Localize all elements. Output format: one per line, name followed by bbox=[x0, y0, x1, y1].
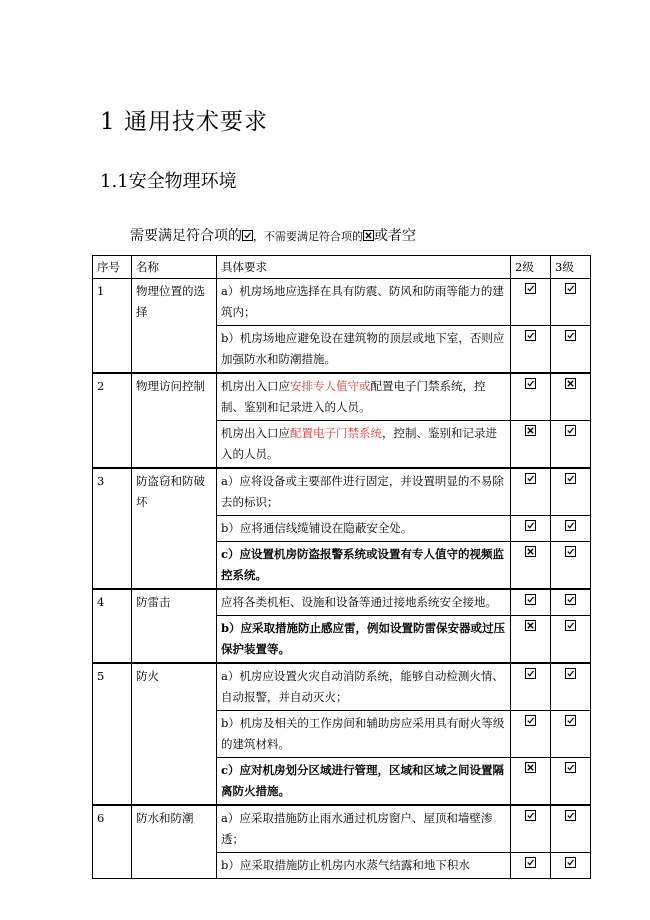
requirement-text: a）机房场地应选择在具有防震、防风和防雨等能力的建筑内； bbox=[221, 284, 504, 319]
table-header-row bbox=[93, 256, 591, 279]
table-row bbox=[93, 279, 591, 326]
checked-box-icon bbox=[525, 668, 536, 679]
requirement-text: b）应采取措施防止机房内水蒸气结露和地下积水 bbox=[221, 858, 470, 872]
requirement-text: 配置电子门禁系统，控制、鉴别和记录进入的人员。 bbox=[221, 379, 486, 414]
cell-requirement bbox=[217, 468, 511, 516]
header-level3: 3级 bbox=[551, 256, 591, 279]
cell-name: 防雷击 bbox=[132, 589, 217, 663]
cell-level2 bbox=[511, 711, 551, 758]
subsection-heading: 1.1安全物理环境 bbox=[100, 171, 237, 192]
legend-suffix: 或者空 bbox=[374, 228, 416, 244]
cell-requirement bbox=[217, 589, 511, 616]
checked-box-icon bbox=[565, 668, 576, 679]
cell-no: 4 bbox=[93, 589, 132, 663]
cell-requirement bbox=[217, 516, 511, 542]
header-name: 名称 bbox=[132, 256, 217, 279]
cell-level3 bbox=[551, 279, 591, 326]
cell-requirement bbox=[217, 663, 511, 711]
cell-level2 bbox=[511, 326, 551, 374]
checked-box-icon bbox=[525, 330, 536, 341]
cell-level2 bbox=[511, 853, 551, 879]
requirement-text: a）应将设备或主要部件进行固定，并设置明显的不易除去的标识； bbox=[221, 474, 504, 509]
header-no: 序号 bbox=[93, 256, 132, 279]
cell-level3 bbox=[551, 711, 591, 758]
cell-level3 bbox=[551, 542, 591, 590]
requirement-text: 机房出入口应 bbox=[221, 379, 290, 393]
cell-level3 bbox=[551, 373, 591, 421]
cell-requirement bbox=[217, 542, 511, 590]
checked-box-icon bbox=[565, 810, 576, 821]
cell-requirement bbox=[217, 758, 511, 806]
cell-level2 bbox=[511, 758, 551, 806]
x-box-icon bbox=[525, 762, 536, 773]
cell-requirement bbox=[217, 421, 511, 469]
requirement-text: c）应设置机房防盗报警系统或设置有专人值守的视频监控系统。 bbox=[221, 547, 504, 582]
checked-box-icon bbox=[565, 762, 576, 773]
highlight-text: 安排专人值守或 bbox=[290, 379, 371, 393]
table-row bbox=[93, 373, 591, 421]
cell-name: 防盗窃和防破坏 bbox=[132, 468, 217, 589]
checked-box-icon bbox=[565, 715, 576, 726]
requirement-text: b）机房及相关的工作房间和辅助房应采用具有耐火等级的建筑材料。 bbox=[221, 716, 505, 751]
cell-level2 bbox=[511, 373, 551, 421]
cell-level2 bbox=[511, 542, 551, 590]
cell-level2 bbox=[511, 616, 551, 664]
checked-box-icon bbox=[525, 857, 536, 868]
x-box-icon bbox=[525, 620, 536, 631]
cell-level2 bbox=[511, 468, 551, 516]
checked-box-icon bbox=[525, 715, 536, 726]
checked-box-icon bbox=[525, 520, 536, 531]
checked-box-icon bbox=[565, 546, 576, 557]
requirements-table bbox=[92, 255, 591, 879]
checked-box-icon bbox=[565, 520, 576, 531]
cell-level3 bbox=[551, 805, 591, 853]
requirement-text: 机房出入口应 bbox=[221, 426, 290, 440]
checked-box-icon bbox=[525, 473, 536, 484]
legend-note bbox=[130, 225, 416, 245]
cell-requirement bbox=[217, 853, 511, 879]
checked-box-icon bbox=[565, 425, 576, 436]
checked-box-icon bbox=[525, 810, 536, 821]
x-box-icon bbox=[363, 230, 374, 241]
cell-name: 物理访问控制 bbox=[132, 373, 217, 468]
requirement-text: ，控制、鉴别和记录进入的人员。 bbox=[221, 426, 497, 461]
requirement-text: 应将各类机柜、设施和设备等通过接地系统安全接地。 bbox=[221, 595, 497, 609]
requirement-text: b）应采取措施防止感应雷，例如设置防雷保安器或过压保护装置等。 bbox=[221, 621, 506, 656]
cell-level2 bbox=[511, 805, 551, 853]
cell-requirement bbox=[217, 326, 511, 374]
x-box-icon bbox=[565, 378, 576, 389]
checked-box-icon bbox=[525, 594, 536, 605]
checked-box-icon bbox=[565, 594, 576, 605]
table-row bbox=[93, 805, 591, 853]
legend-prefix: 需要满足符合项的 bbox=[130, 228, 242, 244]
table-row bbox=[93, 589, 591, 616]
header-level2: 2级 bbox=[511, 256, 551, 279]
section-heading: 1 通用技术要求 bbox=[100, 109, 268, 135]
cell-requirement bbox=[217, 711, 511, 758]
cell-level3 bbox=[551, 663, 591, 711]
x-box-icon bbox=[525, 546, 536, 557]
checked-box-icon bbox=[565, 857, 576, 868]
cell-requirement bbox=[217, 805, 511, 853]
table-row bbox=[93, 468, 591, 516]
cell-no: 1 bbox=[93, 279, 132, 374]
cell-requirement bbox=[217, 373, 511, 421]
cell-no: 5 bbox=[93, 663, 132, 805]
requirement-text: c）应对机房划分区域进行管理，区域和区域之间设置隔离防火措施。 bbox=[221, 763, 504, 798]
cell-level3 bbox=[551, 421, 591, 469]
cell-level3 bbox=[551, 326, 591, 374]
checked-box-icon bbox=[565, 330, 576, 341]
checked-box-icon bbox=[565, 620, 576, 631]
table-row bbox=[93, 663, 591, 711]
cell-name: 物理位置的选择 bbox=[132, 279, 217, 374]
header-requirement: 具体要求 bbox=[217, 256, 511, 279]
cell-requirement bbox=[217, 616, 511, 664]
cell-level3 bbox=[551, 853, 591, 879]
cell-level3 bbox=[551, 468, 591, 516]
checked-box-icon bbox=[525, 283, 536, 294]
cell-name: 防水和防潮 bbox=[132, 805, 217, 879]
checked-box-icon bbox=[525, 378, 536, 389]
cell-level3 bbox=[551, 758, 591, 806]
cell-level2 bbox=[511, 589, 551, 616]
cell-name: 防火 bbox=[132, 663, 217, 805]
cell-no: 3 bbox=[93, 468, 132, 589]
cell-level3 bbox=[551, 589, 591, 616]
cell-level2 bbox=[511, 663, 551, 711]
cell-level2 bbox=[511, 421, 551, 469]
requirement-text: a）应采取措施防止雨水通过机房窗户、屋顶和墙壁渗透； bbox=[221, 811, 493, 846]
requirement-text: b）机房场地应避免设在建筑物的顶层或地下室，否则应加强防水和防潮措施。 bbox=[221, 331, 505, 366]
x-box-icon bbox=[525, 425, 536, 436]
cell-level3 bbox=[551, 516, 591, 542]
legend-middle: ，不需要满足符合项的 bbox=[253, 230, 363, 243]
requirement-text: a）机房应设置火灾自动消防系统，能够自动检测火情、自动报警，并自动灭火； bbox=[221, 669, 504, 704]
checked-box-icon bbox=[565, 473, 576, 484]
cell-requirement bbox=[217, 279, 511, 326]
requirement-text: b）应将通信线缆铺设在隐蔽安全处。 bbox=[221, 521, 413, 535]
cell-no: 2 bbox=[93, 373, 132, 468]
checked-box-icon bbox=[565, 283, 576, 294]
cell-level3 bbox=[551, 616, 591, 664]
cell-level2 bbox=[511, 279, 551, 326]
highlight-text: 配置电子门禁系统 bbox=[290, 426, 382, 440]
cell-level2 bbox=[511, 516, 551, 542]
checked-box-icon bbox=[242, 230, 253, 241]
cell-no: 6 bbox=[93, 805, 132, 879]
